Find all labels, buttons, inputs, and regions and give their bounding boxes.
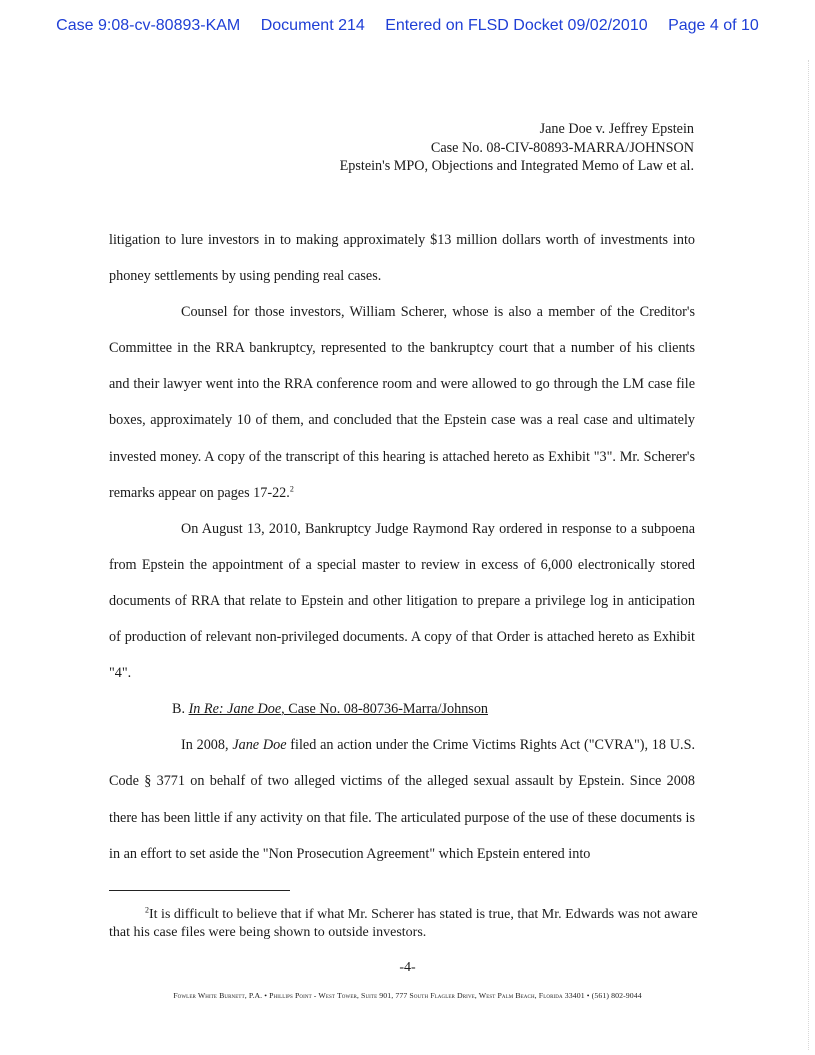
section-heading-case xyxy=(189,701,488,717)
case-caption xyxy=(340,120,694,176)
caption-document-title: Epstein's MPO, Objections and Integrated Memo of Law et al. xyxy=(339,158,694,174)
footnote-text: It is difficult to believe that if what Mr. Scherer has stated is true, that Mr. Edwards was not aware that his case files were being shown to outside investors. xyxy=(109,907,698,940)
footnote xyxy=(109,906,699,942)
paragraph-cvra-party: Jane Doe xyxy=(232,737,287,754)
paragraph-cvra xyxy=(109,727,695,871)
caption-parties: Jane Doe v. Jeffrey Epstein xyxy=(539,121,694,137)
paragraph-continuation: litigation to lure investors in to making approximately $13 million dollars worth of investments into phoney settlements by using pending real cases. xyxy=(109,232,695,285)
paragraph-scherer-text: Counsel for those investors, William Scherer, whose is also a member of the Creditor's Committee in the RRA bankruptcy, represented to the bankruptcy court that a number of his clients and their lawyer went into the RRA conference room and were allowed to go through the LM case file boxes, approximately 10 of them, and concluded that the Epstein case was a real case and ultimately invested money. A copy of the transcript of this hearing is attached hereto as Exhibit "3". Mr. Scherer's remarks appear on pages 17-22. xyxy=(109,304,695,501)
paragraph-cvra-text: filed an action under the Crime Victims Rights Act ("CVRA"), 18 U.S. Code § 3771 on behalf of two alleged victims of the alleged sexual assault by Epstein. Since 2008 there has been little if any activity on that file. The articulated purpose of the use of these documents is in an effort to set aside the "Non Prosecution Agreement" which Epstein entered into xyxy=(109,737,696,862)
document-body xyxy=(109,222,695,872)
footnote-reference: 2 xyxy=(289,483,294,493)
law-firm-footer: Fowler White Burnett, P.A. • Phillips Point - West Tower, Suite 901, 777 South Flagler Drive, West Palm Beach, Florida 33401 • (561) 802-9044 xyxy=(173,991,642,1000)
section-heading-case-number: , Case No. 08-80736-Marra/Johnson xyxy=(281,701,489,718)
section-heading xyxy=(109,691,695,727)
docket-stamp xyxy=(0,17,815,35)
paragraph-special-master: On August 13, 2010, Bankruptcy Judge Raymond Ray ordered in response to a subpoena from Epstein the appointment of a special master to review in excess of 6,000 electronically stored documents of RRA that relate to Epstein and other litigation to prepare a privilege log in anticipation of production of relevant non-privileged documents. A copy of that Order is attached hereto as Exhibit "4". xyxy=(109,520,695,682)
docket-document-number: Document 214 xyxy=(260,17,365,34)
page-number: -4- xyxy=(399,960,416,975)
docket-entry-date: Entered on FLSD Docket 09/02/2010 xyxy=(385,17,648,34)
docket-case-number: Case 9:08-cv-80893-KAM xyxy=(56,17,241,34)
caption-case-number: Case No. 08-CIV-80893-MARRA/JOHNSON xyxy=(430,139,694,156)
paragraph-scherer xyxy=(109,294,695,511)
footnote-divider xyxy=(109,890,290,891)
paragraph-cvra-year: In 2008, xyxy=(181,737,229,754)
section-heading-case-name: In Re: Jane Doe xyxy=(188,701,282,718)
scan-edge-marks xyxy=(804,60,809,1050)
footnote-number: 2 xyxy=(145,905,149,915)
section-heading-label: B. xyxy=(172,701,186,718)
docket-page-count: Page 4 of 10 xyxy=(668,17,759,34)
